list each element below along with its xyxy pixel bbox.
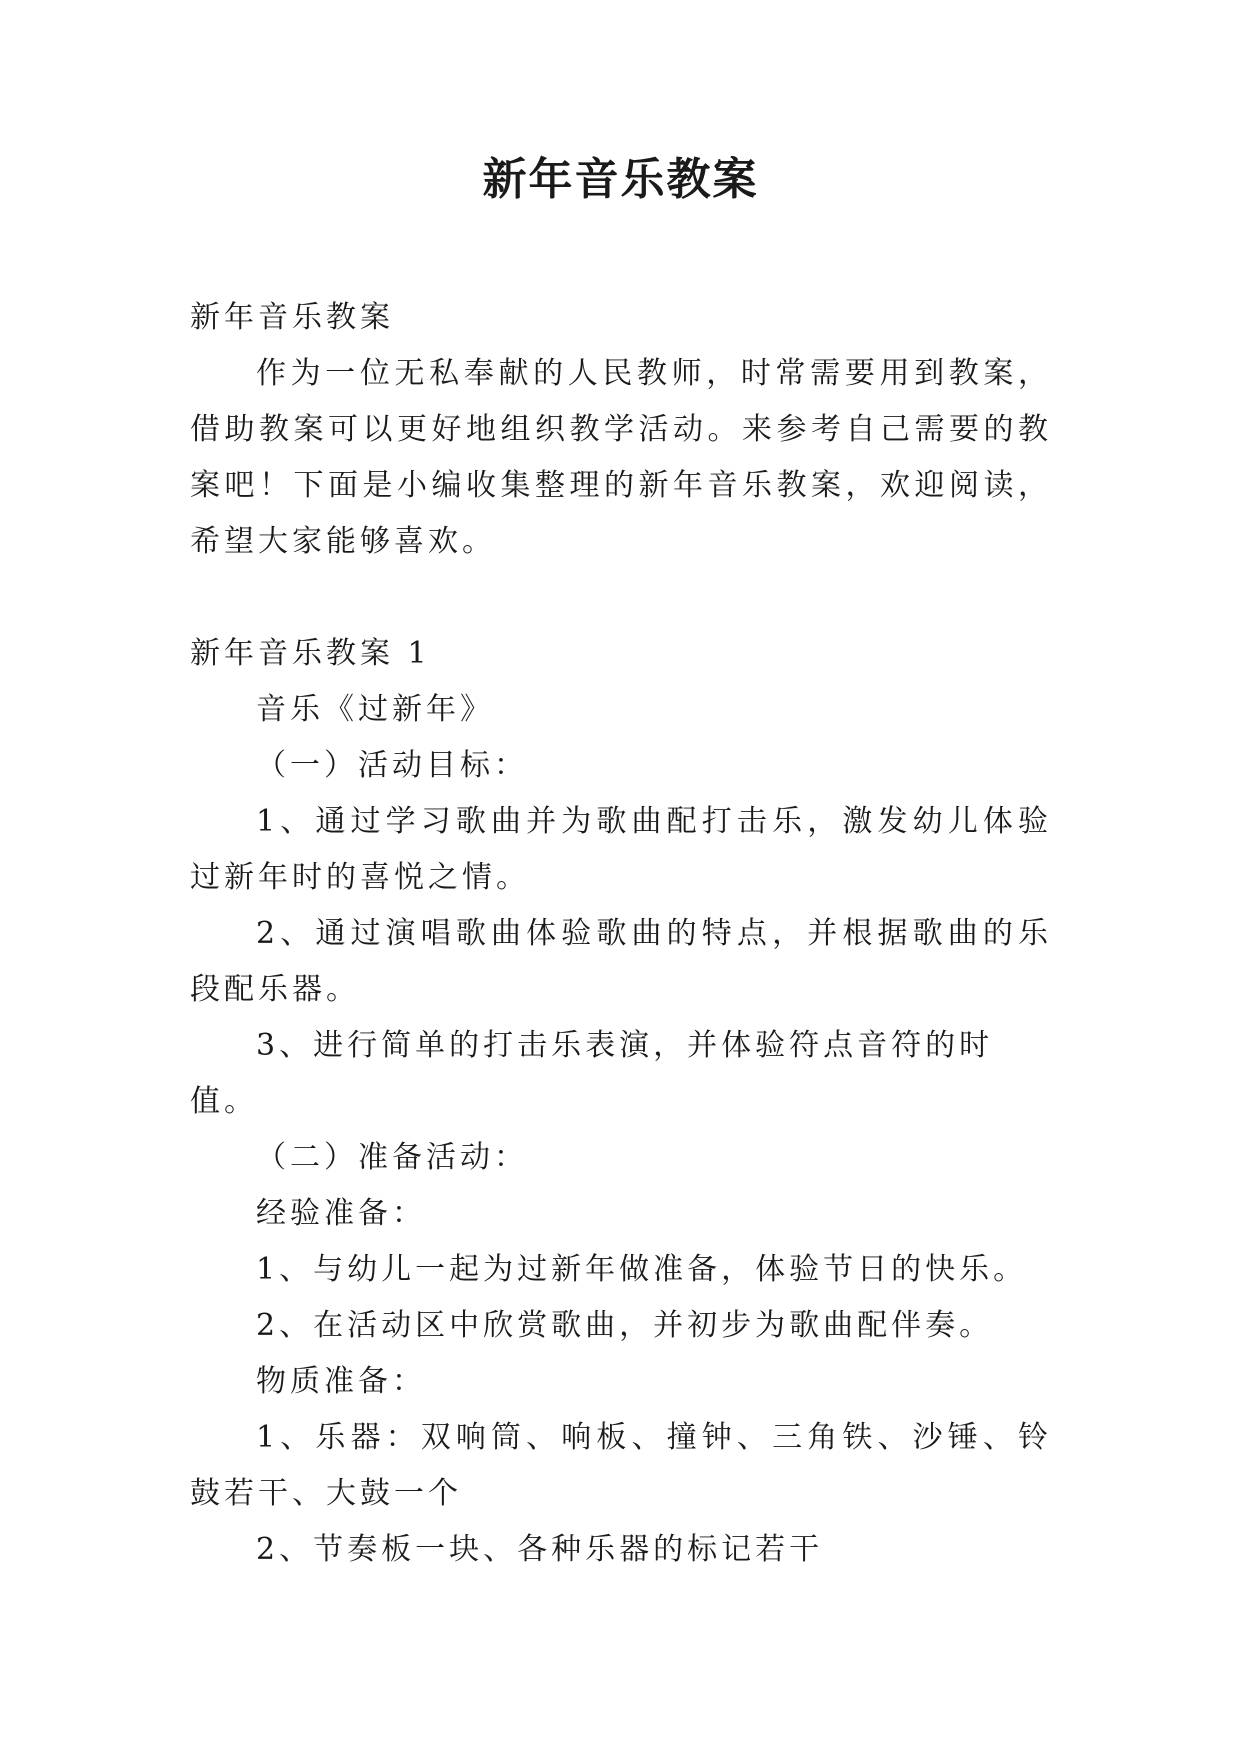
document-body [190,290,1052,1578]
document-title: 新年音乐教案 [482,154,759,205]
paragraph: 音乐《过新年》 [256,692,494,727]
subtitle: 新年音乐教案 [190,300,394,335]
paragraph: 2、节奏板一块、各种乐器的标记若干 [256,1532,824,1567]
section-heading: 新年音乐教案 1 [190,636,431,671]
paragraph: 1、通过学习歌曲并为歌曲配打击乐，激发幼儿体验过新年时的喜悦之情。 [190,804,1052,895]
paragraph: 1、乐器：双响筒、响板、撞钟、三角铁、沙锤、铃鼓若干、大鼓一个 [190,1420,1052,1511]
spacer [190,570,1052,626]
paragraph: 2、在活动区中欣赏歌曲，并初步为歌曲配伴奏。 [256,1308,994,1343]
paragraph: 1、与幼儿一起为过新年做准备，体验节日的快乐。 [256,1252,1028,1287]
paragraph: 经验准备： [256,1196,426,1231]
paragraph: 物质准备： [256,1364,426,1399]
paragraph: （一）活动目标： [256,748,528,783]
paragraph: （二）准备活动： [256,1140,528,1175]
paragraph: 3、进行简单的打击乐表演，并体验符点音符的时值。 [190,1028,994,1119]
paragraph: 2、通过演唱歌曲体验歌曲的特点，并根据歌曲的乐段配乐器。 [190,916,1052,1007]
intro-paragraph: 作为一位无私奉献的人民教师，时常需要用到教案，借助教案可以更好地组织教学活动。来参考自己需要的教案吧！下面是小编收集整理的新年音乐教案，欢迎阅读，希望大家能够喜欢。 [190,356,1052,559]
